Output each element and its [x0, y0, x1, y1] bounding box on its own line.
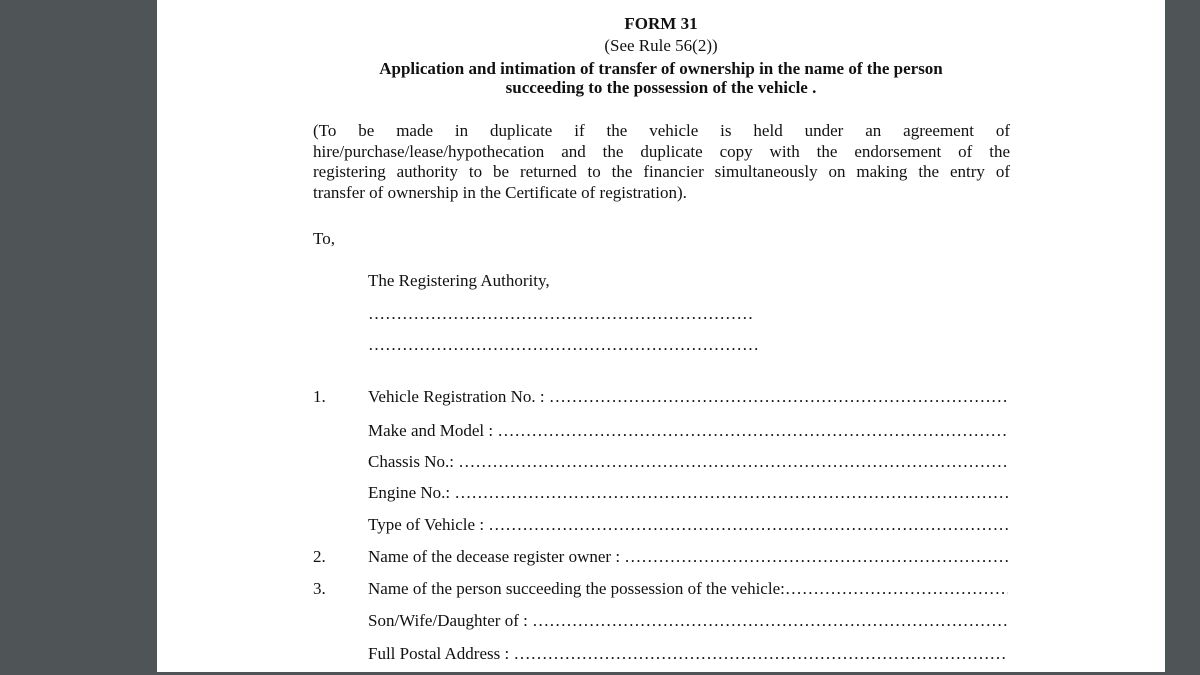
form-field[interactable]: [368, 421, 1008, 441]
field-number: 3.: [313, 579, 326, 598]
form-field[interactable]: [368, 483, 1008, 503]
instruction-note: [313, 121, 1010, 203]
note-line: (To be made in duplicate if the vehicle is held under an agreement of: [313, 121, 1010, 140]
registering-authority: The Registering Authority,: [368, 271, 550, 290]
form-field[interactable]: [368, 452, 1008, 472]
form-field[interactable]: [368, 547, 1008, 567]
form-heading-line1: Application and intimation of transfer of ownership in the name of the person: [379, 59, 943, 78]
document-page: [157, 0, 1165, 672]
salutation: To,: [313, 229, 335, 248]
field-input-dots[interactable]: [454, 483, 1008, 503]
field-input-dots[interactable]: [513, 644, 1008, 664]
field-input-dots[interactable]: [549, 387, 1008, 407]
field-input-dots[interactable]: [458, 452, 1008, 472]
field-label: Make and Model :: [368, 421, 498, 440]
field-input-dots[interactable]: [624, 547, 1008, 567]
authority-address-line-2[interactable]: [368, 335, 758, 355]
form-field[interactable]: [368, 644, 1008, 664]
field-label: Full Postal Address :: [368, 644, 514, 663]
form-field[interactable]: [368, 611, 1008, 631]
field-input-dots[interactable]: [785, 579, 1008, 599]
field-label: Chassis No.:: [368, 452, 459, 471]
note-line: hire/purchase/lease/hypothecation and the duplicate copy with the endorsement of the: [313, 141, 1010, 161]
form-title: FORM 31: [624, 14, 698, 33]
field-number: 1.: [313, 387, 326, 406]
field-input-dots[interactable]: [488, 515, 1008, 535]
field-label: Vehicle Registration No. :: [368, 387, 549, 406]
form-rule: (See Rule 56(2)): [604, 36, 718, 55]
field-input-dots[interactable]: [532, 611, 1008, 631]
field-label: Name of the decease register owner :: [368, 547, 625, 566]
form-field[interactable]: [368, 387, 1008, 407]
field-label: Engine No.:: [368, 483, 455, 502]
field-input-dots[interactable]: [497, 421, 1008, 441]
field-label: Type of Vehicle :: [368, 515, 489, 534]
note-line: registering authority to be returned to the financier simultaneously on making the entry of: [313, 162, 1010, 181]
authority-address-line-1[interactable]: [368, 304, 755, 324]
form-field[interactable]: [368, 515, 1008, 535]
field-label: Name of the person succeeding the possession of the vehicle:: [368, 579, 785, 598]
form-heading-line2: succeeding to the possession of the vehicle .: [505, 78, 817, 97]
field-label: Son/Wife/Daughter of :: [368, 611, 533, 630]
field-number: 2.: [313, 547, 326, 566]
note-line: transfer of ownership in the Certificate of registration).: [313, 182, 687, 202]
form-field[interactable]: [368, 579, 1008, 599]
